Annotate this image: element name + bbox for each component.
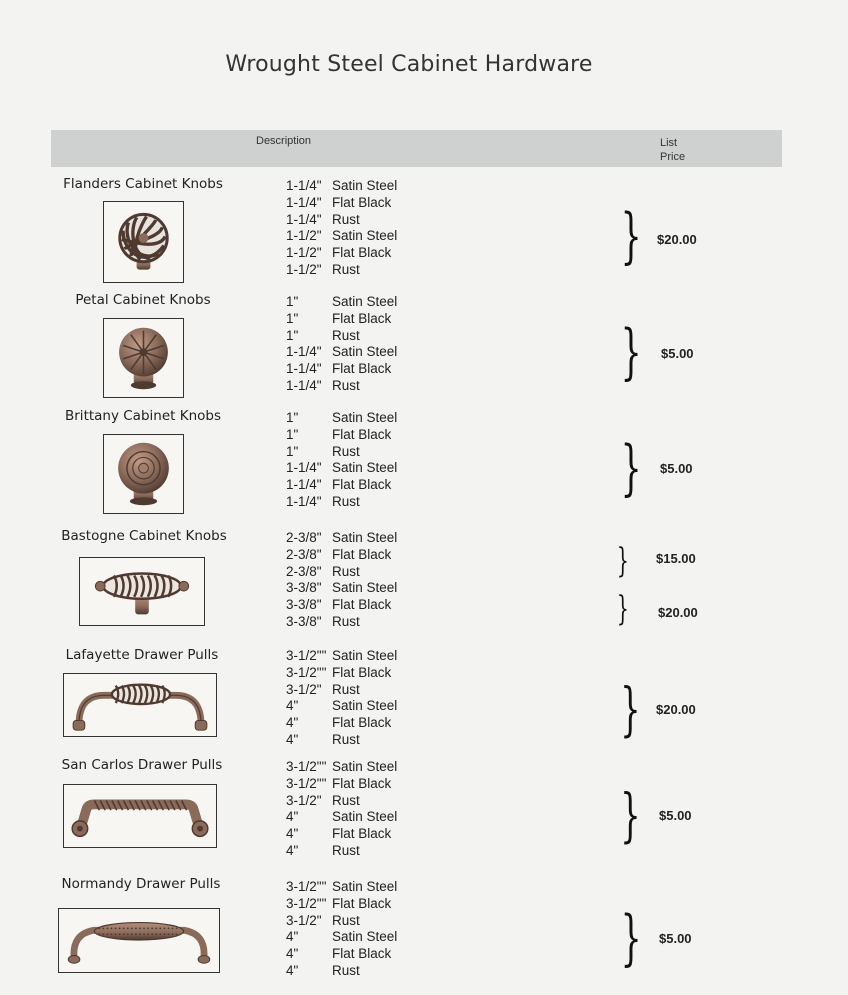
finish-row (286, 494, 397, 511)
size-value: 4" (286, 962, 299, 978)
finish-value: Satin Steel (332, 759, 398, 774)
finish-value: Flat Black (332, 597, 392, 613)
size-value: 4" (286, 809, 299, 825)
size-value: 4" (286, 826, 299, 842)
curly-brace-icon: } (620, 675, 641, 743)
finish-row (286, 547, 397, 564)
curly-brace-icon: } (620, 201, 642, 271)
finish-row (286, 963, 397, 980)
petal-knob-icon (103, 318, 184, 398)
finish-row (286, 344, 397, 361)
finish-row (286, 262, 397, 279)
finish-row (286, 879, 397, 896)
finish-value: Satin Steel (332, 879, 398, 894)
size-value: 3-1/2"" (286, 775, 327, 791)
finish-row (286, 793, 397, 810)
finish-value: Rust (332, 563, 360, 579)
product-name: San Carlos Drawer Pulls (61, 757, 223, 773)
finish-value: Satin Steel (332, 294, 398, 309)
size-value: 1-1/4" (286, 477, 322, 493)
product-name: Brittany Cabinet Knobs (65, 408, 221, 424)
finish-row (286, 698, 397, 715)
finish-row (286, 410, 397, 427)
size-value: 4" (286, 929, 299, 945)
list-price: $5.00 (659, 808, 692, 823)
list-price: $20.00 (658, 605, 698, 620)
list-price-column-header (660, 136, 685, 164)
twist-pull-icon (63, 784, 217, 848)
finish-row (286, 648, 397, 665)
finish-value: Satin Steel (332, 929, 398, 945)
finish-row (286, 228, 397, 245)
size-value: 1" (286, 294, 299, 309)
finish-row (286, 665, 397, 682)
finish-row (286, 477, 397, 494)
size-value: 3-3/8" (286, 597, 322, 613)
size-value: 1-1/4" (286, 460, 322, 476)
finish-list (286, 530, 397, 631)
finish-value: Rust (332, 443, 360, 459)
size-value: 3-1/2" (286, 681, 322, 697)
size-value: 1-1/4" (286, 377, 322, 393)
product-name: Flanders Cabinet Knobs (63, 176, 223, 192)
size-value: 1-1/4" (286, 344, 322, 360)
finish-value: Flat Black (332, 715, 392, 731)
curly-brace-icon: } (616, 589, 629, 629)
finish-list (286, 648, 397, 749)
finish-list (286, 759, 397, 860)
finish-value: Satin Steel (332, 460, 398, 476)
size-value: 1-1/4" (286, 178, 322, 193)
finish-value: Rust (332, 327, 360, 343)
curly-brace-icon: } (620, 433, 642, 503)
size-value: 3-1/2"" (286, 879, 327, 894)
finish-value: Rust (332, 792, 360, 808)
finish-value: Rust (332, 493, 360, 509)
finish-row (286, 826, 397, 843)
finish-row (286, 597, 397, 614)
size-value: 1" (286, 310, 299, 326)
list-price: $5.00 (661, 346, 694, 361)
size-value: 1-1/2" (286, 245, 322, 261)
oval-cage-knob-icon (79, 557, 205, 626)
table-header-bar (51, 130, 782, 167)
finish-list (286, 410, 397, 511)
curly-brace-icon: } (620, 317, 642, 387)
finish-value: Rust (332, 261, 360, 277)
finish-value: Satin Steel (332, 530, 398, 545)
finish-value: Flat Black (332, 310, 392, 326)
finish-value: Satin Steel (332, 410, 398, 425)
finish-value: Flat Black (332, 477, 392, 493)
finish-row (286, 178, 397, 195)
finish-row (286, 946, 397, 963)
size-value: 1-1/4" (286, 211, 322, 227)
finish-row (286, 776, 397, 793)
size-value: 4" (286, 842, 299, 858)
finish-row (286, 328, 397, 345)
size-value: 3-1/2"" (286, 648, 327, 663)
finish-value: Flat Black (332, 245, 392, 261)
finish-value: Rust (332, 613, 360, 629)
size-value: 4" (286, 946, 299, 962)
finish-row (286, 311, 397, 328)
finish-value: Rust (332, 842, 360, 858)
list-price: $5.00 (660, 461, 693, 476)
curly-brace-icon: } (620, 781, 641, 849)
finish-row (286, 929, 397, 946)
size-value: 1-1/4" (286, 361, 322, 377)
size-value: 1-1/4" (286, 194, 322, 210)
size-value: 1-1/2" (286, 228, 322, 244)
finish-value: Flat Black (332, 194, 392, 210)
page-title: Wrought Steel Cabinet Hardware (225, 52, 593, 77)
finish-value: Flat Black (332, 426, 392, 442)
product-name: Normandy Drawer Pulls (61, 876, 221, 892)
list-price: $20.00 (657, 232, 697, 247)
finish-list (286, 178, 397, 279)
size-value: 3-3/8" (286, 613, 322, 629)
size-value: 1" (286, 410, 299, 425)
finish-value: Rust (332, 681, 360, 697)
finish-value: Satin Steel (332, 809, 398, 825)
size-value: 2-3/8" (286, 546, 322, 562)
finish-row (286, 809, 397, 826)
size-value: 1" (286, 426, 299, 442)
finish-row (286, 682, 397, 699)
finish-value: Rust (332, 731, 360, 747)
finish-value: Flat Black (332, 775, 392, 791)
curly-brace-icon: } (620, 903, 642, 973)
finish-value: Rust (332, 377, 360, 393)
list-price: $15.00 (656, 551, 696, 566)
finish-row (286, 212, 397, 229)
finish-value: Flat Black (332, 664, 392, 680)
size-value: 2-3/8" (286, 530, 322, 545)
size-value: 3-1/2"" (286, 664, 327, 680)
finish-value: Flat Black (332, 895, 392, 911)
finish-value: Satin Steel (332, 648, 398, 663)
finish-row (286, 580, 397, 597)
finish-value: Rust (332, 962, 360, 978)
finish-row (286, 378, 397, 395)
finish-value: Satin Steel (332, 178, 398, 193)
list-price-header-line1: List (660, 137, 678, 149)
finish-value: Flat Black (332, 361, 392, 377)
finish-list (286, 294, 397, 395)
finish-value: Flat Black (332, 826, 392, 842)
product-name: Bastogne Cabinet Knobs (61, 528, 227, 544)
size-value: 2-3/8" (286, 563, 322, 579)
size-value: 3-1/2"" (286, 759, 327, 774)
finish-value: Rust (332, 912, 360, 928)
finish-row (286, 294, 397, 311)
size-value: 3-1/2" (286, 912, 322, 928)
finish-row (286, 195, 397, 212)
cage-knob-icon (103, 201, 184, 283)
finish-value: Flat Black (332, 546, 392, 562)
size-value: 4" (286, 731, 299, 747)
size-value: 1-1/2" (286, 261, 322, 277)
size-value: 1-1/4" (286, 493, 322, 509)
hammered-pull-icon (58, 908, 220, 973)
product-name: Lafayette Drawer Pulls (65, 647, 219, 663)
finish-value: Rust (332, 211, 360, 227)
finish-value: Flat Black (332, 946, 392, 962)
list-price-header-line2: Price (660, 151, 686, 163)
finish-row (286, 843, 397, 860)
finish-row (286, 759, 397, 776)
size-value: 1" (286, 443, 299, 459)
finish-row (286, 913, 397, 930)
finish-row (286, 530, 397, 547)
finish-row (286, 732, 397, 749)
size-value: 3-1/2" (286, 792, 322, 808)
finish-row (286, 245, 397, 262)
finish-row (286, 460, 397, 477)
finish-value: Satin Steel (332, 698, 398, 714)
finish-row (286, 614, 397, 631)
finish-row (286, 715, 397, 732)
round-knob-icon (103, 434, 184, 514)
finish-list (286, 879, 397, 980)
finish-value: Satin Steel (332, 228, 398, 244)
curly-brace-icon: } (616, 541, 629, 581)
finish-row (286, 564, 397, 581)
finish-row (286, 361, 397, 378)
finish-value: Satin Steel (332, 580, 398, 596)
description-column-header: Description (256, 135, 312, 147)
product-name: Petal Cabinet Knobs (75, 292, 211, 308)
size-value: 4" (286, 715, 299, 731)
finish-value: Satin Steel (332, 344, 398, 360)
cage-pull-icon (63, 673, 217, 737)
finish-row (286, 427, 397, 444)
size-value: 3-3/8" (286, 580, 322, 596)
list-price: $5.00 (659, 931, 692, 946)
size-value: 3-1/2"" (286, 895, 327, 911)
list-price: $20.00 (656, 702, 696, 717)
size-value: 1" (286, 327, 299, 343)
finish-row (286, 896, 397, 913)
finish-row (286, 444, 397, 461)
size-value: 4" (286, 698, 299, 714)
